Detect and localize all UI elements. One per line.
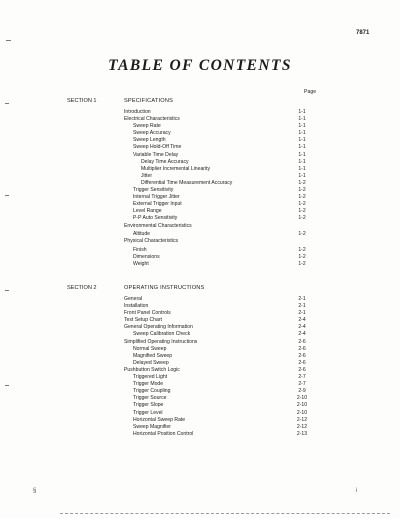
entry-title: Variable Time Delay <box>133 151 179 158</box>
entry-page-number: 1-1 <box>298 144 306 151</box>
entry-page-number: 2-4 <box>298 317 306 324</box>
entry-page-number: 2-6 <box>298 338 306 345</box>
entry-title: Trigger Level <box>133 409 163 416</box>
page-edge-line <box>60 513 390 514</box>
toc-entry <box>124 208 306 215</box>
entry-page-number: 1-2 <box>298 187 306 194</box>
entry-page-number: 2-7 <box>298 374 306 381</box>
entry-title: Simplified Operating Instructions <box>124 338 198 345</box>
entry-title: Sweep Length <box>133 137 166 144</box>
toc-entry <box>124 165 306 173</box>
toc-entry <box>124 172 306 180</box>
entry-page-number: 2-9 <box>298 388 306 395</box>
entry-page-number: 2-10 <box>296 409 308 416</box>
toc-entry <box>124 359 306 367</box>
page-title: TABLE OF CONTENTS <box>108 57 292 74</box>
entry-title: Sweep Hold-Off Time <box>133 144 182 151</box>
entry-title: Horizontal Position Control <box>133 430 194 437</box>
toc-entry <box>124 116 306 123</box>
toc-entry <box>124 260 306 268</box>
entry-page-number: 2-12 <box>296 423 308 430</box>
toc-entry <box>124 381 306 388</box>
entry-page-number: 1-1 <box>298 116 306 123</box>
entry-page-number: 2-4 <box>298 331 306 338</box>
entry-title: Differential Time Measurement Accuracy <box>141 179 233 186</box>
entry-title: Sweep Magnifier <box>133 423 171 430</box>
entry-title: Jitter <box>141 172 153 179</box>
margin-mark <box>5 195 9 196</box>
entry-page-number: 1-2 <box>298 201 306 208</box>
entry-page-number: 2-1 <box>298 303 306 310</box>
entry-page-number: 1-1 <box>298 172 306 179</box>
entry-page-number: 2-6 <box>298 366 306 373</box>
entry-title: Electrical Characteristics <box>124 116 180 123</box>
entry-page-number: 1-1 <box>298 137 306 144</box>
entry-title: Front Panel Controls <box>124 310 171 317</box>
toc-entry <box>124 201 306 208</box>
toc-entry <box>124 123 306 130</box>
toc-entry <box>124 388 306 395</box>
toc-entry <box>124 179 306 187</box>
toc-entry <box>124 223 299 230</box>
toc-entry <box>124 253 306 261</box>
entry-page-number: 1-1 <box>298 158 306 165</box>
entry-title: Environmental Characteristics <box>124 222 192 229</box>
toc-entry <box>124 366 306 374</box>
toc-entry <box>124 238 299 245</box>
entry-title: General <box>124 296 143 302</box>
toc-entries <box>124 109 306 268</box>
entry-title: Altitude <box>133 231 150 238</box>
margin-mark <box>5 385 9 386</box>
entry-title: Level Range <box>133 208 162 215</box>
entry-page-number: 1-2 <box>298 179 306 186</box>
toc-entry <box>124 324 306 331</box>
entry-page-number: 1-2 <box>298 231 306 238</box>
entry-title: Dimensions <box>133 253 160 260</box>
entry-page-number: 1-2 <box>298 253 306 260</box>
entry-page-number: 2-6 <box>298 345 306 352</box>
entry-title: Multiplier Incremental Linearity <box>141 165 211 172</box>
toc-entry <box>124 215 306 222</box>
toc-entry <box>124 130 306 137</box>
entry-title: Trigger Source <box>133 395 167 402</box>
entry-page-number: 2-13 <box>296 430 308 437</box>
entry-page-number: 1-2 <box>298 208 306 215</box>
section-label: SECTION 2 <box>67 285 97 291</box>
toc-entry <box>124 374 306 381</box>
entry-title: Weight <box>133 260 149 267</box>
entry-title: Finish <box>133 246 147 253</box>
toc-entry <box>124 187 306 194</box>
entry-title: Trigger Mode <box>133 381 164 388</box>
entry-title: Introduction <box>124 109 151 115</box>
entry-page-number: 2-1 <box>298 310 306 317</box>
section-heading: OPERATING INSTRUCTIONS <box>124 285 205 291</box>
toc-entry <box>124 109 306 116</box>
toc-entry <box>124 158 306 166</box>
toc-entry <box>124 416 308 424</box>
toc-entry <box>124 310 306 317</box>
entry-title: Horizontal Sweep Rate <box>133 416 186 423</box>
entry-title: Trigger Coupling <box>133 388 171 395</box>
entry-page-number: 2-10 <box>296 395 308 402</box>
margin-mark <box>5 290 9 291</box>
toc-entry <box>124 144 306 151</box>
entry-page-number: 2-7 <box>298 381 306 388</box>
entry-page-number: 1-1 <box>298 109 306 115</box>
toc-entry <box>124 317 306 324</box>
entry-page-number: 2-1 <box>298 296 306 302</box>
footer-left-mark: § <box>33 488 37 494</box>
entry-title: Delay Time Accuracy <box>141 158 189 165</box>
entry-title: Pushbutton Switch Logic <box>124 366 180 373</box>
entry-title: Installation <box>124 303 149 310</box>
entry-title: External Trigger Input <box>133 201 182 208</box>
toc-entry <box>124 402 308 409</box>
margin-mark <box>6 40 11 41</box>
entry-page-number: 1-2 <box>298 246 306 253</box>
entry-title: Sweep Calibration Check <box>133 331 191 338</box>
entry-title: Normal Sweep <box>133 345 167 352</box>
section-label: SECTION 1 <box>67 98 97 104</box>
entry-title: Sweep Rate <box>133 123 161 130</box>
entry-page-number: 1-2 <box>298 194 306 201</box>
margin-mark <box>5 103 9 104</box>
entry-page-number: 1-1 <box>298 151 306 158</box>
toc-entry <box>124 338 306 346</box>
entry-page-number: 1-1 <box>298 130 306 137</box>
entry-title: Test Setup Chart <box>124 317 162 324</box>
entry-page-number: 2-6 <box>298 352 306 359</box>
entry-page-number: 2-6 <box>298 359 306 366</box>
toc-entry <box>124 430 308 438</box>
toc-entry <box>124 137 306 144</box>
entry-title: Trigger Slope <box>133 402 164 409</box>
toc-entry <box>124 246 306 254</box>
entry-page-number: 1-1 <box>298 123 306 130</box>
entry-page-number: 2-12 <box>296 416 308 423</box>
entry-page-number: 2-4 <box>298 324 306 331</box>
toc-entry <box>124 409 308 417</box>
entry-title: P-P Auto Sensitivity <box>133 215 178 222</box>
footer-right-mark: i <box>356 488 358 494</box>
entry-title: Magnified Sweep <box>133 352 173 359</box>
toc-entry <box>124 423 308 431</box>
toc-entry <box>124 296 306 303</box>
toc-entry <box>124 194 306 201</box>
model-number: 7871 <box>356 30 370 36</box>
toc-entry <box>124 395 308 402</box>
toc-entry <box>124 331 306 338</box>
toc-entry <box>124 303 306 310</box>
entry-page-number: 1-1 <box>298 165 306 172</box>
section-heading: SPECIFICATIONS <box>124 98 174 104</box>
toc-entry <box>124 345 306 353</box>
entry-title: Triggered Light <box>133 374 168 381</box>
entry-title: Sweep Accuracy <box>133 130 171 137</box>
toc-entry <box>124 231 306 238</box>
toc-entries <box>124 296 308 438</box>
entry-title: Internal Trigger Jitter <box>133 194 180 201</box>
toc-entry <box>124 151 306 159</box>
toc-entry <box>124 352 306 360</box>
entry-title: General Operating Information <box>124 324 193 331</box>
entry-page-number: 2-10 <box>296 402 308 409</box>
entry-title: Physical Characteristics <box>124 238 179 245</box>
page-column-label: Page <box>304 89 317 95</box>
entry-page-number: 1-2 <box>298 215 306 222</box>
entry-title: Trigger Sensitivity <box>133 187 174 194</box>
entry-page-number: 1-2 <box>298 260 306 267</box>
entry-title: Delayed Sweep <box>133 359 169 366</box>
